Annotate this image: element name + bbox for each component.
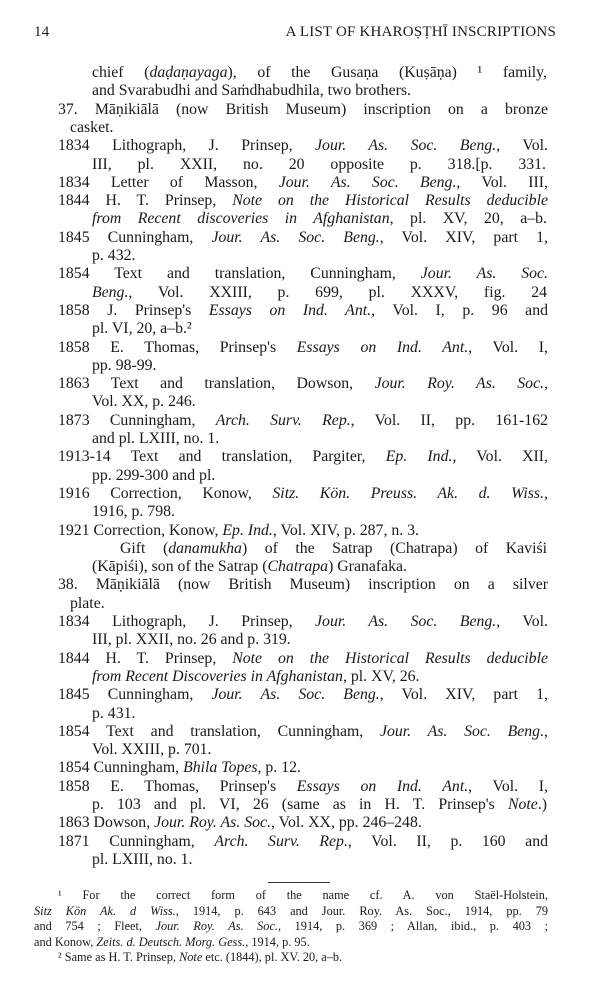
text-line xyxy=(92,393,196,411)
text-run-post: , xyxy=(544,722,548,740)
text-run-post: ), of the Gusaṇa (Kuṣāṇa) ¹ family, xyxy=(227,64,547,81)
text-run-post: etc. (1844), pl. XV. 20, a–b. xyxy=(202,950,343,965)
text-line xyxy=(58,229,548,247)
text-run-pre: 1834 Letter of Masson, xyxy=(58,173,279,191)
text-run-pre: 1845 Cunningham, xyxy=(58,686,212,704)
text-line xyxy=(58,814,422,832)
text-run-pre: (Kāpiśi), son of the Satrap ( xyxy=(92,558,268,576)
text-line xyxy=(58,137,548,155)
text-run-em: Jour. As. Soc. Beng. xyxy=(379,722,545,740)
text-run-pre: III, pl. XXII, no. 26 and p. 319. xyxy=(92,631,291,649)
text-line xyxy=(58,412,548,430)
text-run-pre: 1858 E. Thomas, Prinsep's xyxy=(58,777,297,795)
text-run-post: , Vol. XIV, part 1, xyxy=(379,228,548,246)
text-run-post: , Vol. XXIII, p. 699, pl. XXXV, fig. 24 xyxy=(128,283,547,301)
text-run-post: , Vol. xyxy=(496,613,548,630)
footnote-rule xyxy=(268,882,330,883)
text-run-pre: chief ( xyxy=(92,64,150,81)
text-run-pre: 1854 Cunningham, xyxy=(58,759,184,777)
text-line xyxy=(58,650,548,668)
text-line xyxy=(58,833,548,851)
text-run-post: , xyxy=(544,375,548,393)
text-run-pre: pl. VI, 20, a–b.² xyxy=(92,320,192,338)
text-run-post: .) xyxy=(537,796,547,813)
text-run-post: , Vol. XIV, p. 287, n. 3. xyxy=(272,521,419,539)
text-run-post: , 1914, p. 643 and Jour. Roy. As. Soc., 1914, pp. 79 xyxy=(175,903,548,918)
text-run-pre: 1921 Correction, Konow, xyxy=(58,521,223,539)
text-run-pre: 1916 Correction, Konow, xyxy=(58,484,273,502)
text-run-em: Note xyxy=(179,950,203,965)
text-line xyxy=(58,375,548,393)
text-line xyxy=(92,82,411,100)
text-line xyxy=(58,302,548,320)
text-line xyxy=(58,339,548,357)
text-run-pre: and Konow, xyxy=(34,934,97,949)
text-line xyxy=(58,723,548,741)
text-run-pre: 1858 E. Thomas, Prinsep's xyxy=(58,338,297,356)
text-line xyxy=(70,119,113,137)
text-run-em: Bhila Topes xyxy=(183,759,258,777)
text-run-pre: 1863 Text and translation, Dowson, xyxy=(58,375,375,393)
text-run-post: , 1914, p. 95. xyxy=(245,934,310,949)
text-run-pre: 1863 Dowson, xyxy=(58,814,155,832)
text-run-pre: pl. LXIII, no. 1. xyxy=(92,850,193,868)
text-line xyxy=(58,576,548,594)
text-run-em: Note xyxy=(507,796,538,813)
text-run-pre: and Svarabudhi and Saṁdhabudhila, two brothers. xyxy=(92,82,411,100)
text-run-pre: Vol. XX, p. 246. xyxy=(92,393,196,411)
text-run-pre: 1844 H. T. Prinsep, xyxy=(58,649,233,667)
text-run-em: Sitz. Kön. Preuss. Ak. d. Wiss. xyxy=(272,484,545,502)
text-run-em: Essays on Ind. Ant. xyxy=(208,301,372,319)
text-run-em: Essays on Ind. Ant. xyxy=(296,338,469,356)
text-run-pre: ¹ For the correct form of the name cf. A. von Staël-Holstein, xyxy=(58,888,548,902)
text-line xyxy=(92,156,546,174)
text-run-post: , Vol. III, xyxy=(456,173,548,191)
text-run-post: , Vol. XIV, part 1, xyxy=(379,686,548,704)
text-run-em: from Recent discoveries in Afghanistan xyxy=(92,210,390,228)
text-line xyxy=(92,284,547,302)
text-line xyxy=(92,741,212,759)
text-run-em: Jour. As. Soc. Beng. xyxy=(211,228,380,246)
text-run-pre: plate. xyxy=(70,594,105,612)
text-line xyxy=(92,320,192,338)
text-line xyxy=(58,448,548,466)
text-run-post: [p. 331. xyxy=(475,155,546,173)
text-run-em: Jour. As. Soc. Beng. xyxy=(278,173,457,191)
text-line xyxy=(58,613,548,631)
text-run-post: , pl. XV, 26. xyxy=(342,667,420,685)
text-run-pre: 1913-14 Text and translation, Pargiter, xyxy=(58,448,386,466)
text-run-pre: 1873 Cunningham, xyxy=(58,411,216,429)
text-line xyxy=(92,631,291,649)
text-run-pre: 1916, p. 798. xyxy=(92,503,175,521)
text-line xyxy=(58,485,548,503)
text-run-em: Jour. As. Soc. Beng. xyxy=(211,686,380,704)
text-run-post: , Vol. I, p. 96 and xyxy=(371,301,548,319)
text-line xyxy=(92,357,157,375)
text-run-post: , Vol. II, pp. 161-162 xyxy=(350,411,548,429)
text-line xyxy=(92,796,547,814)
text-run-pre: 38. Māṇikiālā (now British Museum) inscription on a silver xyxy=(58,576,548,594)
text-run-em: Sitz Kön Ak. d Wiss. xyxy=(34,903,176,918)
text-run-em: danamukha xyxy=(168,539,242,557)
footnote-line xyxy=(58,888,548,903)
text-line xyxy=(92,64,547,82)
text-run-em: Ep. Ind. xyxy=(222,521,273,539)
text-run-em: Beng. xyxy=(92,283,129,301)
footnote-line xyxy=(34,919,548,934)
text-line xyxy=(92,668,419,686)
text-line xyxy=(58,192,548,210)
text-run-em: Jour. As. Soc. Beng. xyxy=(315,613,497,630)
text-line xyxy=(58,759,301,777)
text-run-em: Jour. Roy. As. Soc. xyxy=(374,375,545,393)
text-run-pre: and 754 ; Fleet, xyxy=(34,919,156,934)
text-run-pre: 1854 Text and translation, Cunningham, xyxy=(58,265,421,283)
text-run-em: Jour. Roy. As. Soc. xyxy=(155,919,278,934)
text-line xyxy=(120,540,547,558)
footnote-line xyxy=(58,950,342,965)
footnote-line xyxy=(34,935,310,950)
text-run-em: Note on the Historical Results deducible xyxy=(232,649,548,667)
text-run-pre: p. 103 and pl. VI, 26 (same as in H. T. Prinsep's xyxy=(92,796,508,813)
text-run-pre: 1871 Cunningham, xyxy=(58,832,215,850)
text-run-pre: 1858 J. Prinsep's xyxy=(58,301,209,319)
text-run-em: from Recent Discoveries in Afghanistan xyxy=(92,667,343,685)
text-run-post: , pl. XV, 20, a–b. xyxy=(389,210,547,228)
page-number: 14 xyxy=(34,24,50,40)
text-run-post: , Vol. XII, xyxy=(452,448,548,466)
text-run-em: Jour. As. Soc. xyxy=(420,265,548,283)
text-run-pre: 1845 Cunningham, xyxy=(58,228,212,246)
text-run-pre: Vol. XXIII, p. 701. xyxy=(92,741,212,759)
text-run-em: Arch. Surv. Rep. xyxy=(215,411,351,429)
text-run-pre: p. 432. xyxy=(92,247,136,264)
text-run-em: Jour. Roy. As. Soc. xyxy=(154,814,271,832)
text-run-pre: Gift ( xyxy=(120,539,169,557)
text-run-pre: pp. 299-300 and pl. xyxy=(92,466,216,484)
text-run-post: , Vol. xyxy=(496,137,548,155)
text-run-post: ) Granafaka. xyxy=(328,558,407,576)
text-run-post: , 1914, p. 369 ; Allan, ibid., p. 403 ; xyxy=(278,919,548,934)
text-line xyxy=(58,174,548,192)
text-line xyxy=(58,686,548,704)
text-run-pre: 1834 Lithograph, J. Prinsep, xyxy=(58,137,316,155)
text-line xyxy=(70,595,105,613)
text-run-post: , Vol. I, xyxy=(468,777,548,795)
text-run-em: Arch. Surv. Rep. xyxy=(214,832,348,850)
text-line xyxy=(58,101,548,119)
text-line xyxy=(92,558,407,576)
text-run-pre: casket. xyxy=(70,118,114,136)
text-run-post: , Vol. II, p. 160 and xyxy=(347,832,548,850)
text-line xyxy=(92,430,219,448)
text-run-em: daḍaṇayaga xyxy=(149,64,228,81)
text-run-em: Ep. Ind. xyxy=(385,448,453,466)
text-line xyxy=(58,265,548,283)
running-title: A LIST OF KHAROṢṬHĪ INSCRIPTIONS xyxy=(285,24,556,40)
text-line xyxy=(92,247,135,265)
text-line xyxy=(58,778,548,796)
text-run-post: , xyxy=(544,484,548,502)
text-line xyxy=(92,467,215,485)
text-line xyxy=(58,522,419,540)
text-run-pre: p. 431. xyxy=(92,704,136,722)
text-run-pre: III, pl. XXII, no. 20 opposite p. 318. xyxy=(92,155,476,173)
text-run-pre: 1854 Text and translation, Cunningham, xyxy=(58,722,380,740)
text-run-post: , Vol. XX, pp. 246–248. xyxy=(270,814,422,832)
text-run-pre: ² Same as H. T. Prinsep, xyxy=(58,950,180,965)
text-run-pre: pp. 98-99. xyxy=(92,356,157,374)
footnote-line xyxy=(34,904,548,919)
text-run-em: Essays on Ind. Ant. xyxy=(296,777,469,795)
text-line xyxy=(92,705,135,723)
text-run-em: Jour. As. Soc. Beng. xyxy=(315,137,497,155)
text-run-pre: 1844 H. T. Prinsep, xyxy=(58,192,233,210)
text-run-em: Zeits. d. Deutsch. Morg. Gess. xyxy=(96,934,246,949)
text-run-post: ) of the Satrap (Chatrapa) of Kaviśi xyxy=(241,539,547,557)
text-line xyxy=(92,851,192,869)
text-line xyxy=(92,503,175,521)
text-run-post: , Vol. I, xyxy=(468,338,548,356)
text-run-em: Note on the Historical Results deducible xyxy=(232,192,548,210)
text-run-pre: 37. Māṇikiālā (now British Museum) inscription on a bronze xyxy=(58,100,548,118)
text-line xyxy=(92,210,547,228)
text-run-pre: and pl. LXIII, no. 1. xyxy=(92,430,220,447)
text-run-pre: 1834 Lithograph, J. Prinsep, xyxy=(58,613,316,630)
text-run-post: , p. 12. xyxy=(257,759,301,777)
text-run-em: Chatrapa xyxy=(267,558,329,576)
